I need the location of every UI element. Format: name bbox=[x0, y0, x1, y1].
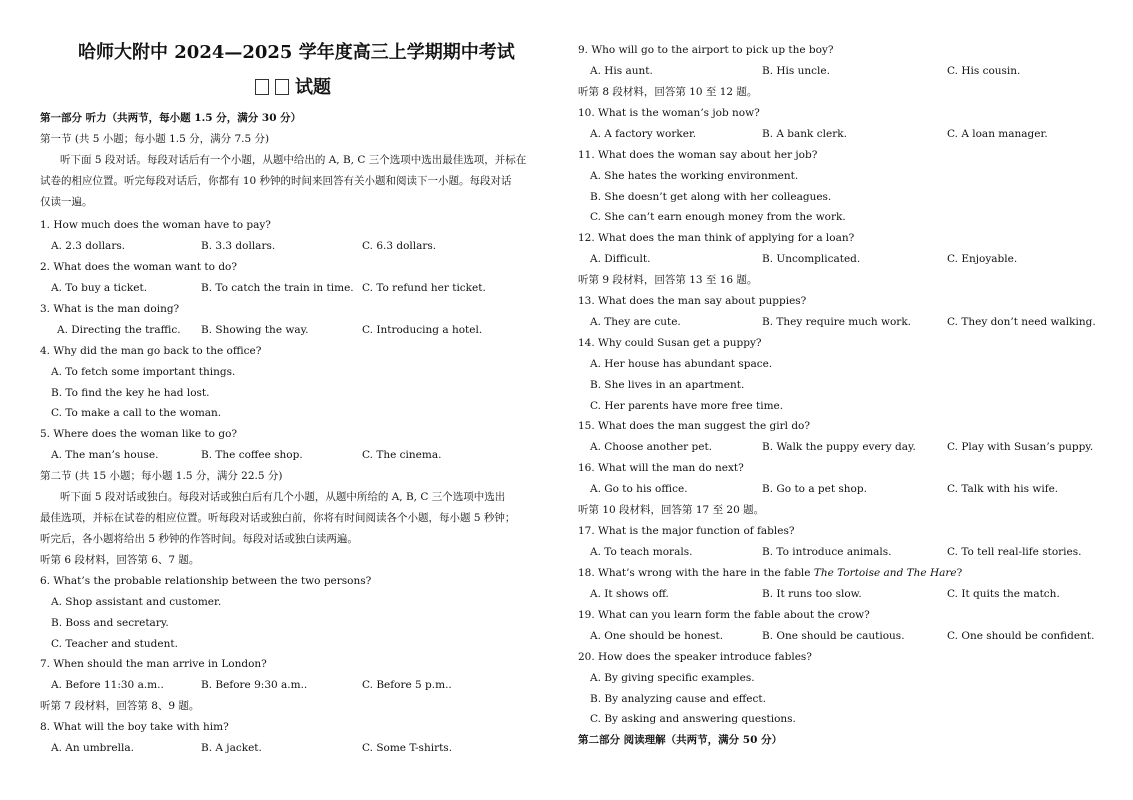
option-c: C. A loan manager. bbox=[947, 128, 1048, 140]
section1-instructions: 试卷的相应位置。听完每段对话后，你都有 10 秒钟的时间来回答有关小题和阅读下一小题。每段对话 bbox=[40, 175, 512, 187]
option-a: A. Her house has abundant space. bbox=[590, 358, 773, 370]
option-a: A. To teach morals. bbox=[590, 546, 693, 558]
fable-title: The Tortoise and The Hare bbox=[813, 567, 957, 579]
question-stem: 19. What can you learn form the fable about the crow? bbox=[578, 609, 870, 621]
option-c: C. Her parents have more free time. bbox=[590, 400, 784, 412]
option-b: B. 3.3 dollars. bbox=[201, 240, 276, 252]
option-c: C. It quits the match. bbox=[947, 588, 1060, 600]
option-b: B. To catch the train in time. bbox=[201, 282, 354, 294]
option-c: C. His cousin. bbox=[947, 65, 1021, 77]
option-a: A. Choose another pet. bbox=[590, 441, 713, 453]
question-stem-text: 18. What’s wrong with the hare in the fable bbox=[578, 567, 814, 579]
option-a: A. They are cute. bbox=[590, 316, 681, 328]
question-stem: 16. What will the man do next? bbox=[578, 462, 744, 474]
material-note: 听第 7 段材料，回答第 8、9 题。 bbox=[40, 700, 200, 712]
section2-instructions: 听完后，各小题将给出 5 秒钟的作答时间。每段对话或独白读两遍。 bbox=[40, 533, 358, 545]
question-stem: 15. What does the man suggest the girl do? bbox=[578, 420, 810, 432]
option-a: A. To fetch some important things. bbox=[51, 366, 236, 378]
option-b: B. Boss and secretary. bbox=[51, 617, 169, 629]
question-stem: 5. Where does the woman like to go? bbox=[40, 428, 238, 440]
option-a: A. His aunt. bbox=[590, 65, 653, 77]
option-b: B. Showing the way. bbox=[201, 324, 309, 336]
question-stem: 7. When should the man arrive in London? bbox=[40, 658, 267, 670]
option-a: A. To buy a ticket. bbox=[51, 282, 148, 294]
option-c: C. To make a call to the woman. bbox=[51, 407, 222, 419]
question-stem: 1. How much does the woman have to pay? bbox=[40, 219, 271, 231]
option-a: A. 2.3 dollars. bbox=[51, 240, 126, 252]
page-title: 哈师大附中 2024—2025 学年度高三上学期期中考试 bbox=[78, 42, 515, 63]
question-stem: 20. How does the speaker introduce fables? bbox=[578, 651, 812, 663]
option-b: B. To find the key he had lost. bbox=[51, 387, 210, 399]
question-stem: 17. What is the major function of fables? bbox=[578, 525, 795, 537]
section2-heading: 第二节 (共 15 小题；每小题 1.5 分，满分 22.5 分) bbox=[40, 470, 283, 482]
question-stem-end: ? bbox=[956, 567, 963, 579]
option-c: C. To refund her ticket. bbox=[362, 282, 486, 294]
option-b: B. She lives in an apartment. bbox=[590, 379, 745, 391]
question-stem: 9. Who will go to the airport to pick up the boy? bbox=[578, 44, 834, 56]
option-c: C. Talk with his wife. bbox=[947, 483, 1059, 495]
option-a: A. The man’s house. bbox=[51, 449, 159, 461]
option-b: B. The coffee shop. bbox=[201, 449, 303, 461]
option-b: B. Before 9:30 a.m.. bbox=[201, 679, 308, 691]
option-a: A. Difficult. bbox=[590, 253, 651, 265]
question-stem: 8. What will the boy take with him? bbox=[40, 721, 229, 733]
subtitle-text: 试题 bbox=[295, 77, 331, 98]
question-stem: 6. What’s the probable relationship between the two persons? bbox=[40, 575, 372, 587]
option-a: A. An umbrella. bbox=[51, 742, 134, 754]
option-c: C. Some T-shirts. bbox=[362, 742, 453, 754]
material-note: 听第 6 段材料，回答第 6、7 题。 bbox=[40, 554, 200, 566]
option-b: B. One should be cautious. bbox=[762, 630, 905, 642]
question-stem: 2. What does the woman want to do? bbox=[40, 261, 237, 273]
option-b: B. Go to a pet shop. bbox=[762, 483, 867, 495]
option-b: B. To introduce animals. bbox=[762, 546, 892, 558]
material-note: 听第 8 段材料，回答第 10 至 12 题。 bbox=[578, 86, 758, 98]
part1-heading: 第一部分 听力（共两节，每小题 1.5 分，满分 30 分） bbox=[40, 112, 302, 124]
material-note: 听第 10 段材料，回答第 17 至 20 题。 bbox=[578, 504, 765, 516]
option-b: B. It runs too slow. bbox=[762, 588, 862, 600]
option-b: B. A bank clerk. bbox=[762, 128, 847, 140]
section1-heading: 第一节 (共 5 小题；每小题 1.5 分，满分 7.5 分) bbox=[40, 133, 270, 145]
option-a: A. It shows off. bbox=[590, 588, 669, 600]
option-a: A. Before 11:30 a.m.. bbox=[51, 679, 164, 691]
question-stem: 12. What does the man think of applying for a loan? bbox=[578, 232, 855, 244]
material-note: 听第 9 段材料，回答第 13 至 16 题。 bbox=[578, 274, 758, 286]
option-c: C. One should be confident. bbox=[947, 630, 1095, 642]
section2-instructions: 最佳选项，并标在试卷的相应位置。听每段对话或独白前，你将有时间阅读各个小题，每小题 5 秒钟； bbox=[40, 512, 516, 524]
option-b: B. A jacket. bbox=[201, 742, 262, 754]
option-c: C. She can’t earn enough money from the work. bbox=[590, 211, 846, 223]
question-stem: 4. Why did the man go back to the office? bbox=[40, 345, 262, 357]
section1-instructions: 仅读一遍。 bbox=[40, 196, 93, 208]
option-c: C. Enjoyable. bbox=[947, 253, 1018, 265]
option-c: C. They don’t need walking. bbox=[947, 316, 1096, 328]
option-c: C. 6.3 dollars. bbox=[362, 240, 437, 252]
option-c: C. Teacher and student. bbox=[51, 638, 178, 650]
option-c: C. Before 5 p.m.. bbox=[362, 679, 452, 691]
option-c: C. To tell real-life stories. bbox=[947, 546, 1082, 558]
option-b: B. Walk the puppy every day. bbox=[762, 441, 916, 453]
option-a: A. She hates the working environment. bbox=[590, 170, 799, 182]
question-stem: 10. What is the woman’s job now? bbox=[578, 107, 760, 119]
subtitle bbox=[255, 77, 331, 98]
question-stem: 14. Why could Susan get a puppy? bbox=[578, 337, 762, 349]
option-c: C. Play with Susan’s puppy. bbox=[947, 441, 1094, 453]
option-c: C. The cinema. bbox=[362, 449, 442, 461]
option-b: B. His uncle. bbox=[762, 65, 830, 77]
option-a: A. Go to his office. bbox=[590, 483, 688, 495]
question-stem: 11. What does the woman say about her job? bbox=[578, 149, 818, 161]
option-a: A. By giving specific examples. bbox=[590, 672, 755, 684]
option-c: C. By asking and answering questions. bbox=[590, 713, 796, 725]
part2-heading: 第二部分 阅读理解（共两节，满分 50 分） bbox=[578, 734, 783, 746]
option-b: B. She doesn’t get along with her colleagues. bbox=[590, 191, 832, 203]
placeholder-box-icon bbox=[275, 79, 289, 95]
option-b: B. By analyzing cause and effect. bbox=[590, 693, 766, 705]
question-stem bbox=[578, 566, 962, 580]
option-a: A. Shop assistant and customer. bbox=[51, 596, 222, 608]
option-b: B. Uncomplicated. bbox=[762, 253, 861, 265]
option-c: C. Introducing a hotel. bbox=[362, 324, 483, 336]
option-a: A. A factory worker. bbox=[590, 128, 697, 140]
option-a: A. One should be honest. bbox=[590, 630, 724, 642]
placeholder-box-icon bbox=[255, 79, 269, 95]
question-stem: 13. What does the man say about puppies? bbox=[578, 295, 807, 307]
option-a: A. Directing the traffic. bbox=[57, 324, 181, 336]
option-b: B. They require much work. bbox=[762, 316, 912, 328]
question-stem: 3. What is the man doing? bbox=[40, 303, 180, 315]
section1-instructions: 听下面 5 段对话。每段对话后有一个小题，从题中给出的 A, B, C 三个选项中选出最佳选项，并标在 bbox=[60, 154, 527, 166]
section2-instructions: 听下面 5 段对话或独白。每段对话或独白后有几个小题，从题中所给的 A, B, C 三个选项中选出 bbox=[60, 491, 506, 503]
